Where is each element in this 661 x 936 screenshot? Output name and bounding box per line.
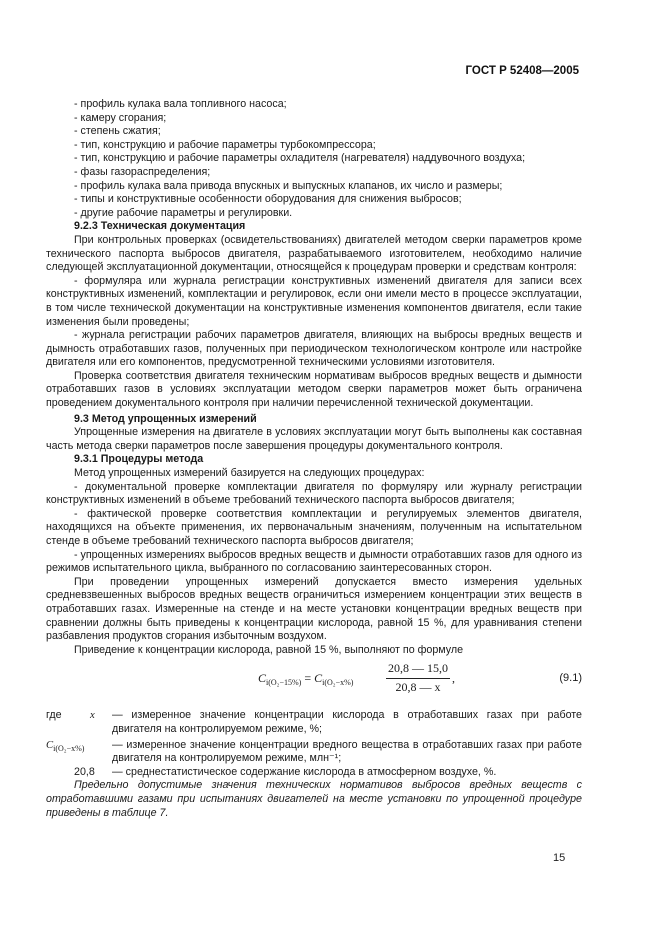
paragraph: Проверка соответствия двигателя техническим нормативам выбросов вредных веществ и дымности отработавших газов в условиях эксплуатации методом сверки параметров может быть ограничена проведением документального контроля при наличии перечисленной технической документации. bbox=[46, 369, 582, 410]
list-item: - журнала регистрации рабочих параметров двигателя, влияющих на выбросы вредных веществ и дымность отработавших газов, полученных при периодическом технологическом контроле или настройке двигателя или его компонентов, предусмотренной техническими условиями изготовителя. bbox=[46, 329, 582, 369]
paragraph: Упрощенные измерения на двигателе в условиях эксплуатации могут быть выполнены как составная часть метода сверки параметров после завершения процедуры документального контроля. bbox=[46, 426, 582, 452]
formula-fraction bbox=[386, 662, 450, 694]
list-item: - профиль кулака вала привода впускных и выпускных клапанов, их число и размеры; bbox=[74, 179, 503, 192]
list-item: - формуляра или журнала регистрации конструктивных изменений двигателя для записи всех конструктивных изменений, комплектации и регулировок, если они имели место в процессе эксплуатации, в том числе технической документации на конструктивные изменения компонентов двигателя, если такие изменения были проведены; bbox=[46, 274, 582, 328]
list-item: - камеру сгорания; bbox=[74, 111, 167, 124]
definition-x: где x — измеренное значение концентрации кислорода в отработавших газах при работе двигателя на контролируемом режиме, %; bbox=[46, 709, 582, 735]
formula-denominator: 20,8 — x bbox=[395, 679, 441, 694]
list-item: - документальной проверке комплектации двигателя по формуляру или журналу регистрации конструктивных изменений в объеме требований технического паспорта выбросов двигателя; bbox=[46, 480, 582, 507]
paragraph: При проведении упрощенных измерений допускается вместо измерения удельных средневзвешенных выбросов вредных веществ ограничиться измерением концентрации этих веществ в отработавших газах. Измеренные на стенде и на месте установки концентрации вредных веществ при сравнении должны быть приведены к концентрации кислорода, равной 15 %, для уравнивания степени разбавления продуктов сгорания избыточным воздухом. bbox=[46, 575, 582, 643]
list-item: - упрощенных измерениях выбросов вредных веществ и дымности отработавших газов для одного из режимов испытательного цикла, выбранного по согласованию заинтересованных сторон. bbox=[46, 548, 583, 575]
definition-constant: 20,8 — среднестатистическое содержание кислорода в атмосферном воздухе, %. bbox=[74, 765, 497, 778]
definition-c: $C_{i(O_2-x\%)}$ — измеренное значение концентрации вредного вещества в отработавших газах при работе двигателя на контролируемом режиме, млн⁻¹; bbox=[46, 738, 582, 765]
paragraph: Метод упрощенных измерений базируется на следующих процедурах: bbox=[74, 467, 425, 480]
standard-number: ГОСТ Р 52408—2005 bbox=[465, 65, 579, 77]
list-item: - фазы газораспределения; bbox=[74, 165, 211, 178]
paragraph: При контрольных проверках (освидетельствованиях) двигателей методом сверки параметров кроме технического паспорта выбросов двигателя, разрабатываемого изготовителем, необходимо наличие следующей эксплуатационной документации, относящейся к процедурам проверки и средствам контроля: bbox=[46, 233, 582, 274]
section-heading-9-3-1: 9.3.1 Процедуры метода bbox=[74, 453, 204, 466]
formula-numerator: 20,8 — 15,0 bbox=[386, 662, 450, 679]
section-heading-9-3: 9.3 Метод упрощенных измерений bbox=[74, 412, 257, 425]
final-note: Предельно допустимые значения технических нормативов выбросов вредных веществ с отработавшими газами при испытаниях двигателей на месте установки по упрощенной процедуре приведены в таблице 7. bbox=[46, 779, 582, 819]
paragraph: Приведение к концентрации кислорода, равной 15 %, выполняют по формуле bbox=[74, 643, 464, 656]
formula-comma: , bbox=[452, 671, 455, 686]
formula-9-1 bbox=[46, 661, 582, 703]
page-body bbox=[46, 98, 582, 820]
formula-number: (9.1) bbox=[559, 672, 582, 685]
list-item: - фактической проверке соответствия комплектации и регулируемых элементов двигателя, находящихся на объекте применения, их первоначальным значениям, полученным на испытательном стенде в объеме требований технического паспорта выбросов двигателя; bbox=[46, 507, 582, 547]
list-item: - профиль кулака вала топливного насоса; bbox=[74, 98, 287, 110]
formula-left-side: $C_{i(O_2-15\%)} = C_{i(O_2-x\%)}$ bbox=[258, 671, 354, 688]
list-item: - типы и конструктивные особенности оборудования для снижения выбросов; bbox=[74, 193, 462, 206]
section-heading-9-2-3: 9.2.3 Техническая документация bbox=[74, 220, 246, 233]
list-item: - тип, конструкцию и рабочие параметры охладителя (нагревателя) наддувочного воздуха; bbox=[74, 152, 526, 165]
formula-definitions bbox=[46, 709, 582, 779]
page-number: 15 bbox=[553, 852, 566, 864]
list-item: - другие рабочие параметры и регулировки. bbox=[74, 206, 293, 219]
list-item: - тип, конструкцию и рабочие параметры турбокомпрессора; bbox=[74, 138, 376, 151]
list-item: - степень сжатия; bbox=[74, 125, 161, 138]
parameter-list bbox=[46, 98, 582, 220]
